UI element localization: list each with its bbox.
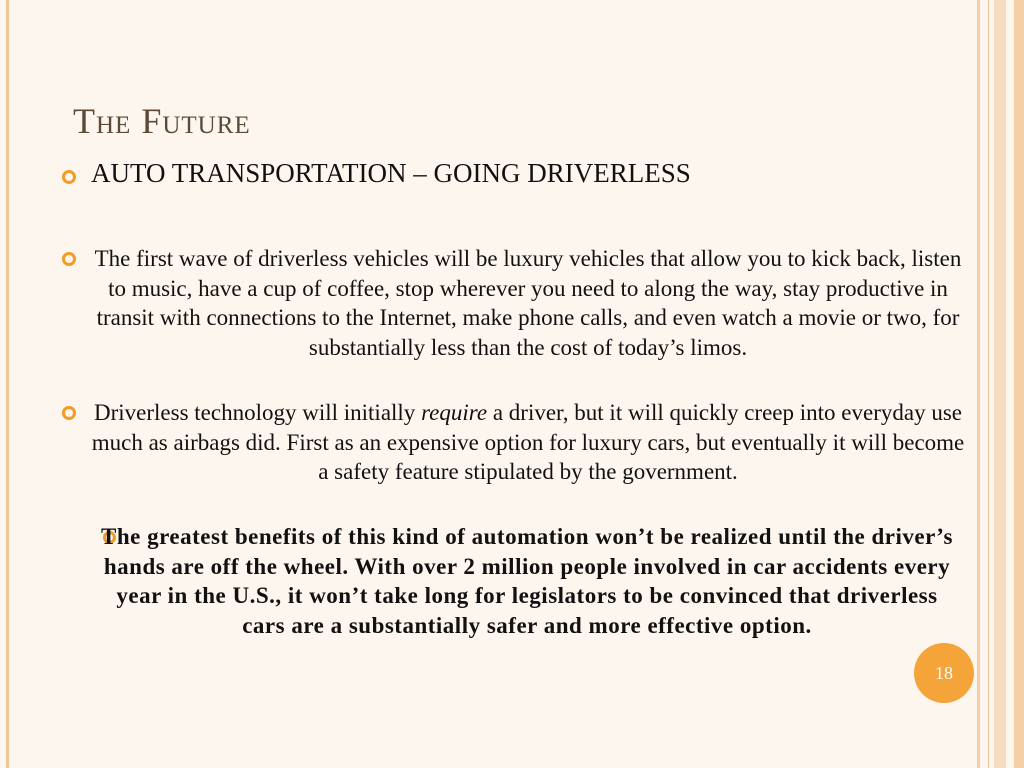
bullet-icon xyxy=(62,170,76,184)
paragraph-luxury-vehicles: The first wave of driverless vehicles will be luxury vehicles that allow you to kick back, listen to music, have a cup of coffee, stop wherever you need to along the way, stay productive in transit with connections to the Internet, make phone calls, and even watch a movie or two, for substantially less than the cost of today’s limos. xyxy=(94,246,962,360)
frame-right-line-inner xyxy=(977,0,980,768)
page-number-badge: 18 xyxy=(914,643,974,703)
frame-left-line xyxy=(6,0,9,768)
frame-right-edge xyxy=(1014,0,1024,768)
slide-subtitle: AUTO TRANSPORTATION – GOING DRIVERLESS xyxy=(91,158,691,188)
slide-title: The Future xyxy=(73,101,251,141)
emphasis-text: require xyxy=(421,400,488,425)
paragraph-driverless-technology xyxy=(88,398,968,487)
paragraph-text: Driverless technology will initially xyxy=(94,400,422,425)
paragraph-greatest-benefits: The greatest benefits of this kind of automation won’t be realized until the driver’s hands are off the wheel. With over 2 million people involved in car accidents every year in the U.S., it won’t take long for legislators to be convinced that driverless cars are a substantially safer and more effective option. xyxy=(101,524,953,638)
frame-right-band xyxy=(994,0,1006,768)
paragraph-text: a driver, but it will quickly creep into everyday use much as airbags did. First as an expensive option for luxury cars, but eventually it will become a safety feature stipulated by the government. xyxy=(91,400,965,484)
bullet-icon xyxy=(62,406,76,420)
bullet-icon xyxy=(62,252,76,266)
frame-right-line-thin xyxy=(988,0,989,768)
